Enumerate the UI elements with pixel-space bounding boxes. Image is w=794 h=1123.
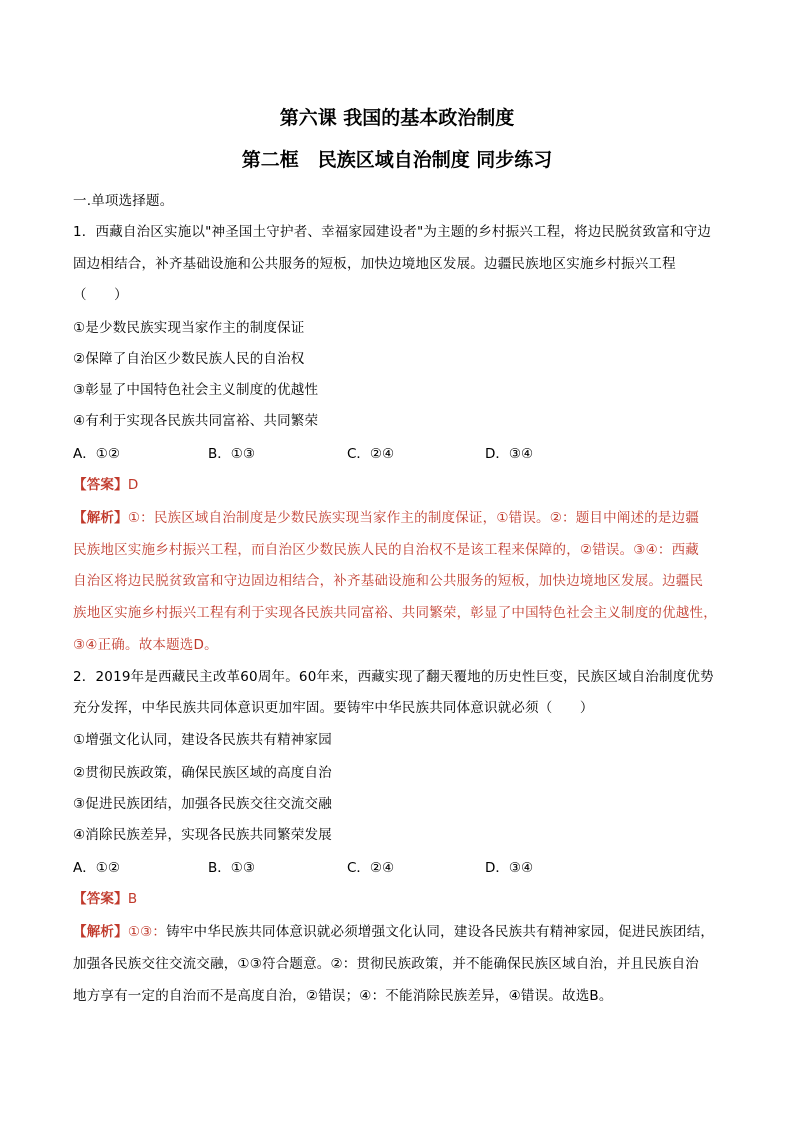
answer-value: B xyxy=(127,891,138,907)
analysis-tag: 【解析】 xyxy=(73,510,128,526)
question-2-answer xyxy=(73,887,137,907)
question-1-option-b: B．①③ xyxy=(208,446,255,462)
question-1-analysis-line-3: 自治区将边民脱贫致富和守边固边相结合，补齐基础设施和公共服务的短板，加快边境地区发展。边疆民 xyxy=(73,573,704,589)
question-2-line-1: 2．2019年是西藏民主改革60周年。60年来，西藏实现了翻天覆地的历史性巨变，民族区域自治制度优势 xyxy=(73,669,714,685)
question-1-analysis-line-2: 民族地区实施乡村振兴工程，而自治区少数民族人民的自治权不是该工程来保障的，②错误。③④：西藏 xyxy=(73,542,700,558)
question-2-option-d: D．③④ xyxy=(485,860,534,876)
analysis-text: 铸牢中华民族共同体意识就必须增强文化认同，建设各民族共有精神家园，促进民族团结， xyxy=(166,924,715,940)
question-2-item-2: ②贯彻民族政策，确保民族区域的高度自治 xyxy=(73,765,332,781)
question-2-line-2: 充分发挥，中华民族共同体意识更加牢固。要铸牢中华民族共同体意识就必须（ ） xyxy=(73,700,594,716)
question-2-analysis-line-3: 地方享有一定的自治而不是高度自治，②错误；④：不能消除民族差异，④错误。故选B。 xyxy=(73,988,613,1004)
section-label: 一.单项选择题。 xyxy=(73,193,174,209)
question-2-analysis-line-2: 加强各民族交往交流交融，①③符合题意。②：贯彻民族政策，并不能确保民族区域自治，并且民族自治 xyxy=(73,956,700,972)
question-1-line-3: （ ） xyxy=(73,287,128,303)
question-1-line-2: 固边相结合，补齐基础设施和公共服务的短板，加快边境地区发展。边疆民族地区实施乡村振兴工程 xyxy=(73,256,676,272)
page-subtitle: 第二框 民族区域自治制度 同步练习 xyxy=(241,149,553,171)
question-1-analysis-line-4: 族地区实施乡村振兴工程有利于实现各民族共同富裕、共同繁荣，彰显了中国特色社会主义制度的优越性， xyxy=(73,605,717,621)
question-1-analysis-line-1 xyxy=(73,506,699,526)
question-1-item-2: ②保障了自治区少数民族人民的自治权 xyxy=(73,351,305,367)
analysis-red-prefix: ①③： xyxy=(127,924,167,940)
question-1-option-a: A．①② xyxy=(73,446,120,462)
question-2-option-b: B．①③ xyxy=(208,860,255,876)
question-1-item-4: ④有利于实现各民族共同富裕、共同繁荣 xyxy=(73,413,319,429)
question-1-analysis-line-5: ③④正确。故本题选D。 xyxy=(73,637,218,653)
question-1-item-3: ③彰显了中国特色社会主义制度的优越性 xyxy=(73,382,319,398)
question-2-option-c: C．②④ xyxy=(347,860,395,876)
question-2-item-1: ①增强文化认同，建设各民族共有精神家园 xyxy=(73,732,332,748)
question-2-item-4: ④消除民族差异，实现各民族共同繁荣发展 xyxy=(73,827,332,843)
answer-tag: 【答案】 xyxy=(73,477,128,493)
answer-tag: 【答案】 xyxy=(73,891,128,907)
analysis-tag: 【解析】 xyxy=(73,924,128,940)
page-title: 第六课 我国的基本政治制度 xyxy=(279,107,515,129)
question-1-option-c: C．②④ xyxy=(347,446,395,462)
question-1-answer xyxy=(73,473,138,493)
question-2-item-3: ③促进民族团结，加强各民族交往交流交融 xyxy=(73,796,332,812)
question-1-line-1: 1．西藏自治区实施以"神圣国土守护者、幸福家园建设者"为主题的乡村振兴工程，将边民脱贫致富和守边 xyxy=(73,224,712,240)
analysis-text: ①：民族区域自治制度是少数民族实现当家作主的制度保证，①错误。②：题目中阐述的是边疆 xyxy=(127,510,700,526)
question-1-option-d: D．③④ xyxy=(485,446,534,462)
question-2-analysis-line-1 xyxy=(73,920,714,940)
answer-value: D xyxy=(127,477,139,493)
question-1-item-1: ①是少数民族实现当家作主的制度保证 xyxy=(73,320,305,336)
question-2-option-a: A．①② xyxy=(73,860,120,876)
